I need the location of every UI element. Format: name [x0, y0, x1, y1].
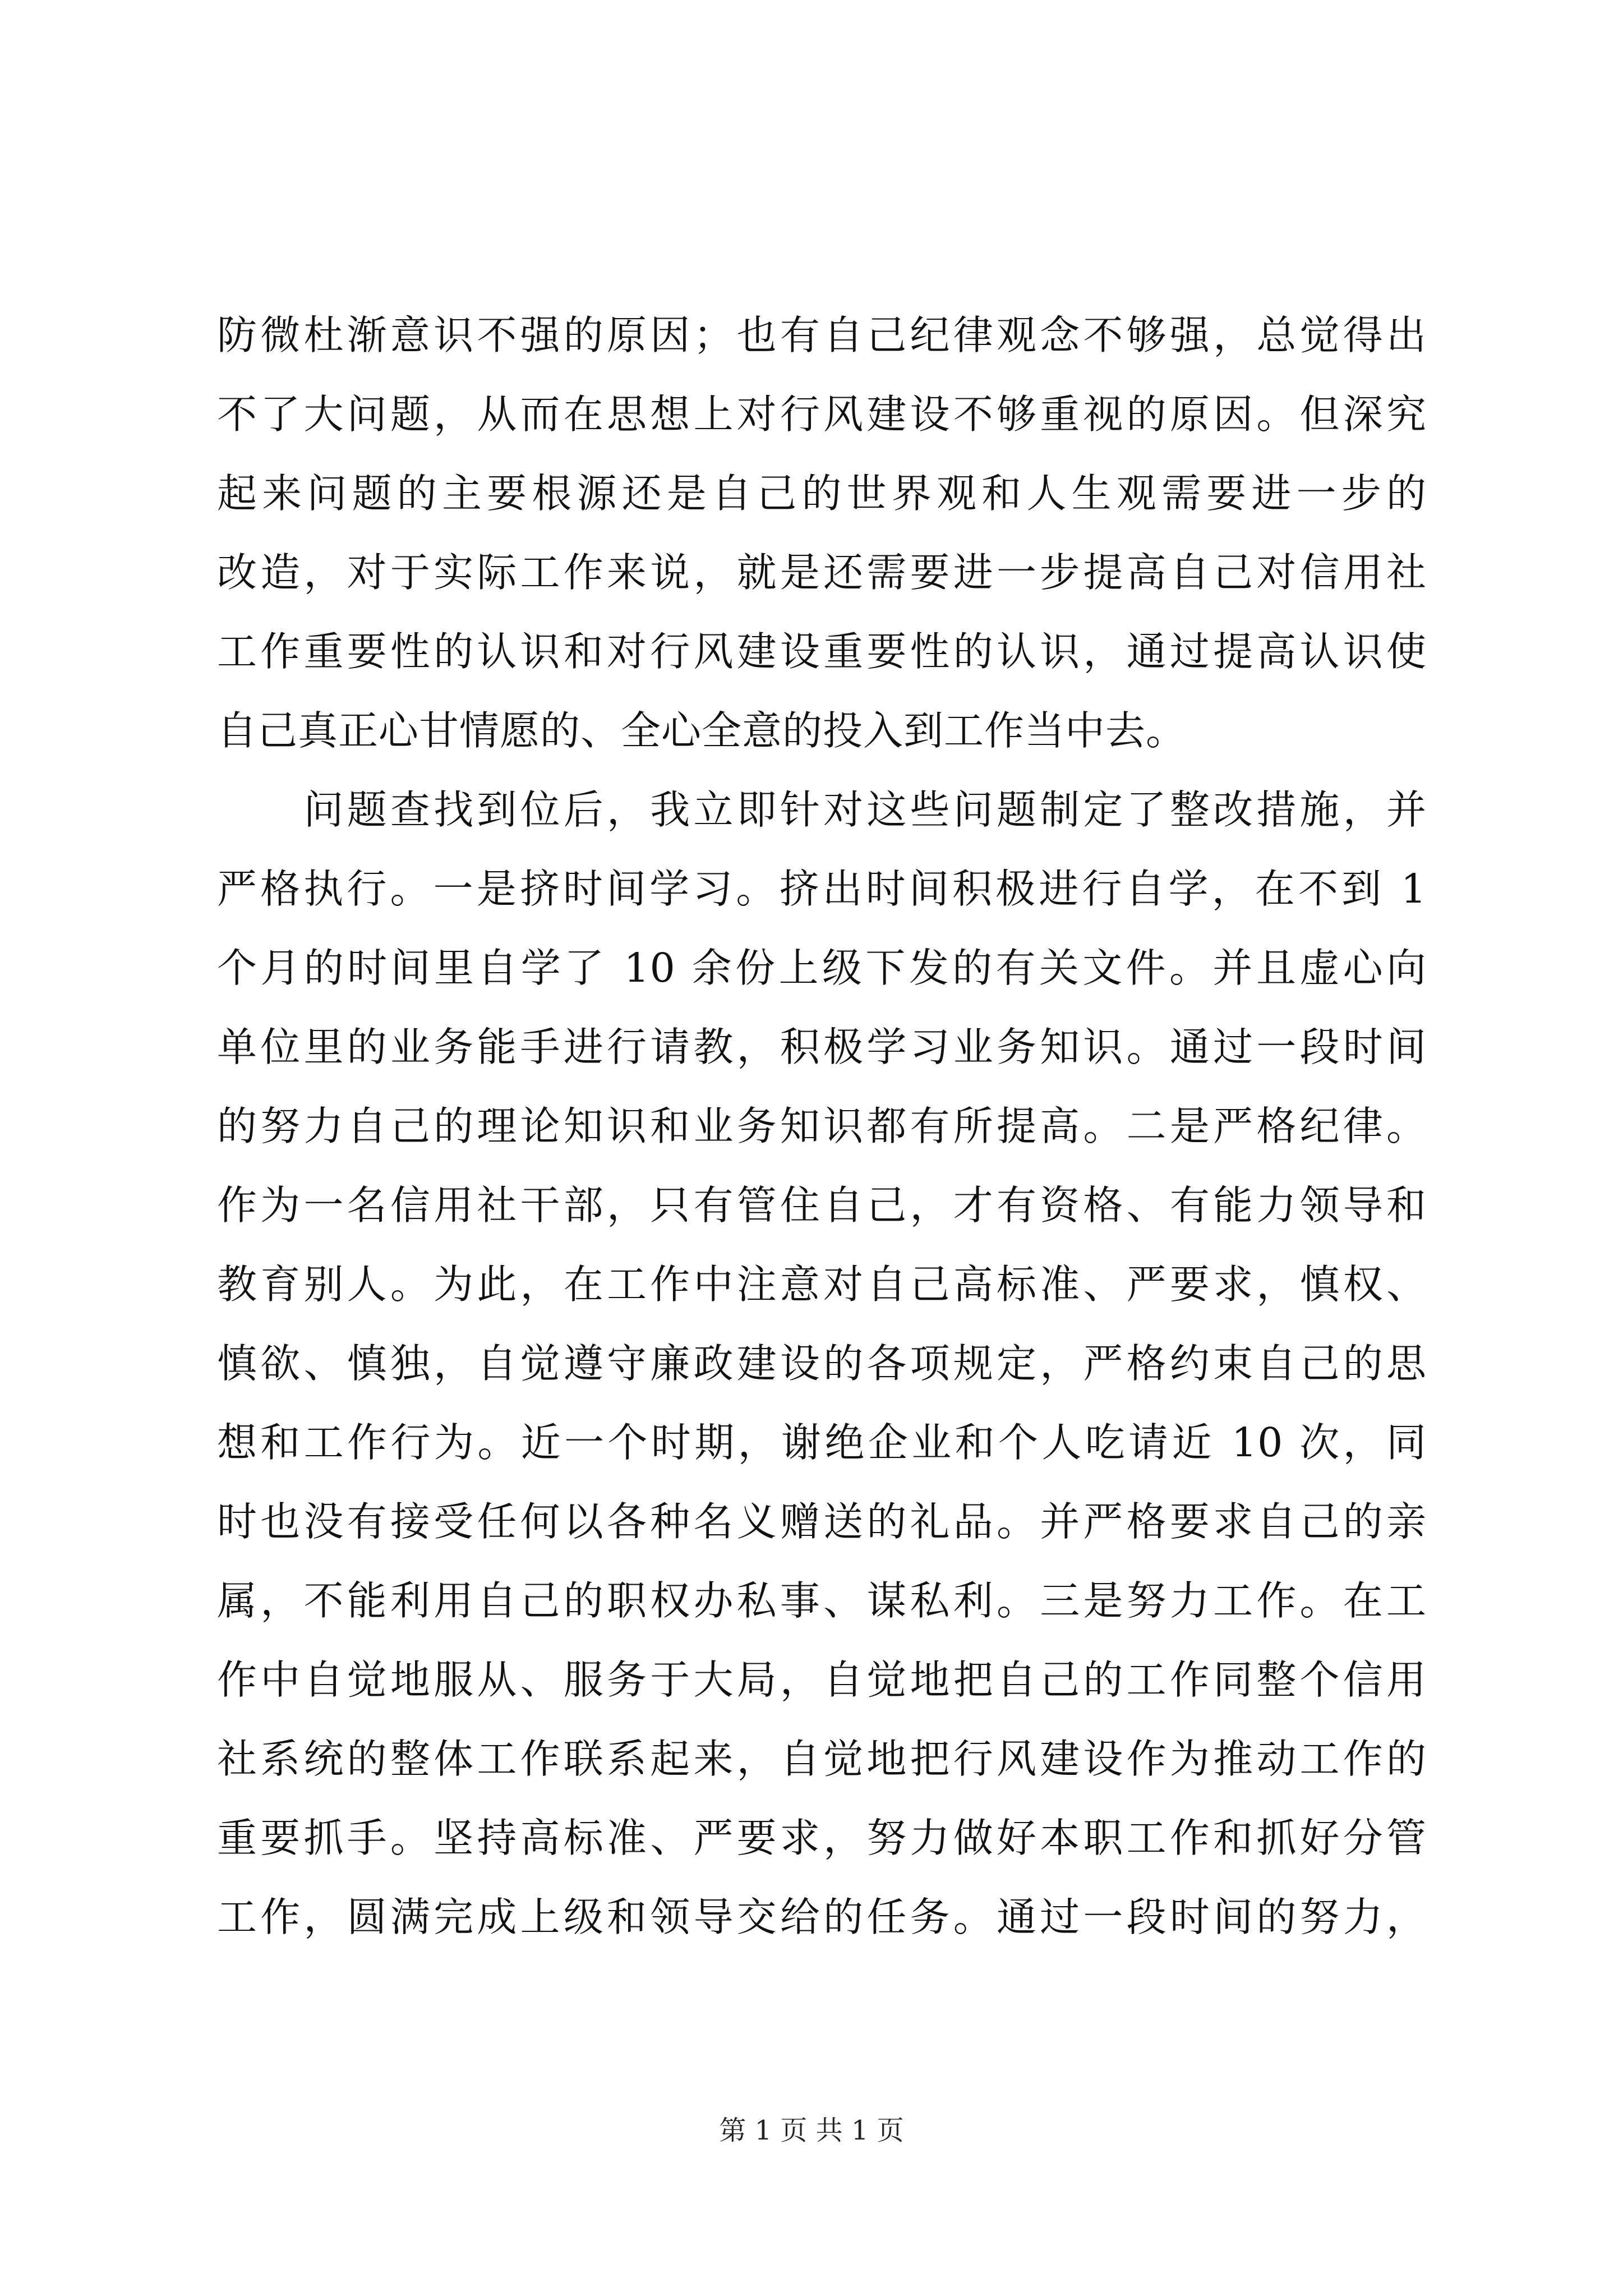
text-line: 属，不能利用自己的职权办私事、谋私利。三是努力工作。在工 — [217, 1577, 1427, 1624]
text-line: 单位里的业务能手进行请教，积极学习业务知识。通过一段时间 — [217, 1024, 1427, 1070]
text-line: 想和工作行为。近一个时期，谢绝企业和个人吃请近 10 次，同 — [217, 1419, 1427, 1466]
text-line: 教育别人。为此，在工作中注意对自己高标准、严要求，慎权、 — [217, 1261, 1427, 1308]
body-text — [217, 296, 1427, 1957]
text-line: 防微杜渐意识不强的原因；也有自己纪律观念不够强，总觉得出 — [217, 312, 1427, 358]
text-line: 个月的时间里自学了 10 余份上级下发的有关文件。并且虚心向 — [217, 945, 1427, 991]
text-line: 问题查找到位后，我立即针对这些问题制定了整改措施，并 — [217, 786, 1427, 833]
text-line: 时也没有接受任何以各种名义赠送的礼品。并严格要求自己的亲 — [217, 1498, 1427, 1545]
text-line: 自己真正心甘情愿的、全心全意的投入到工作当中去。 — [217, 707, 1187, 754]
text-line: 工作重要性的认识和对行风建设重要性的认识，通过提高认识使 — [217, 628, 1427, 675]
text-line: 重要抓手。坚持高标准、严要求，努力做好本职工作和抓好分管 — [217, 1815, 1427, 1861]
page-number: 第 1 页 共 1 页 — [719, 2115, 904, 2146]
text-line: 起来问题的主要根源还是自己的世界观和人生观需要进一步的 — [217, 470, 1427, 517]
text-line: 社系统的整体工作联系起来，自觉地把行风建设作为推动工作的 — [217, 1736, 1427, 1782]
text-line: 慎欲、慎独，自觉遵守廉政建设的各项规定，严格约束自己的思 — [217, 1340, 1427, 1387]
text-line: 作为一名信用社干部，只有管住自己，才有资格、有能力领导和 — [217, 1182, 1427, 1228]
text-line: 的努力自己的理论知识和业务知识都有所提高。二是严格纪律。 — [217, 1103, 1427, 1149]
text-line: 改造，对于实际工作来说，就是还需要进一步提高自己对信用社 — [217, 549, 1427, 596]
page-footer — [0, 2114, 1623, 2147]
text-line: 严格执行。一是挤时间学习。挤出时间积极进行自学，在不到 1 — [217, 866, 1427, 912]
text-line: 工作，圆满完成上级和领导交给的任务。通过一段时间的努力， — [217, 1894, 1427, 1940]
text-line: 作中自觉地服从、服务于大局，自觉地把自己的工作同整个信用 — [217, 1657, 1427, 1703]
text-line: 不了大问题，从而在思想上对行风建设不够重视的原因。但深究 — [217, 391, 1427, 438]
